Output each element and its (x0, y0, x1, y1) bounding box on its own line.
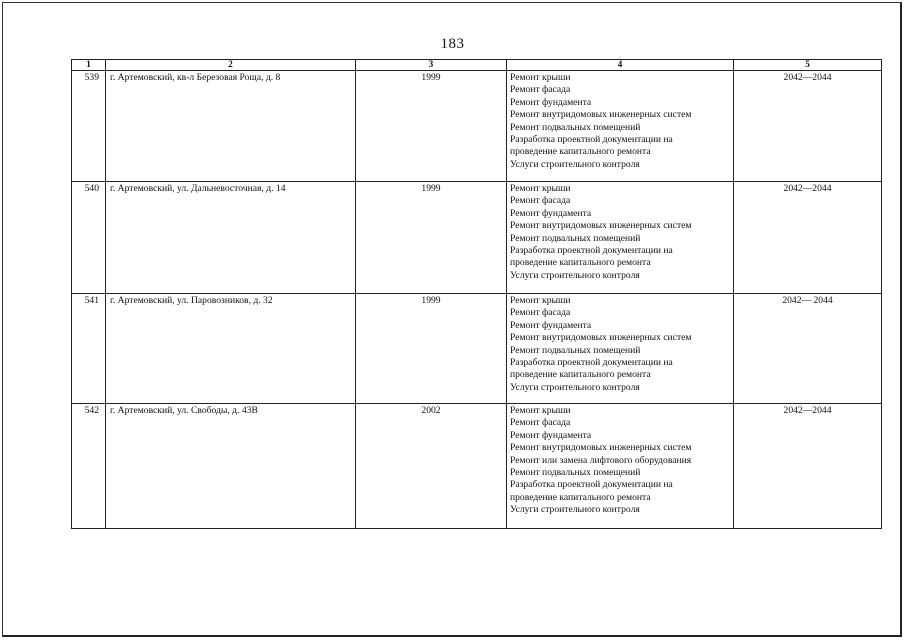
work-item: Ремонт подвальных помещений (510, 121, 641, 133)
work-item: Ремонт крыши (510, 183, 571, 194)
repair-period: 2042—2044 (734, 404, 882, 529)
work-item: Ремонт внутридомовых инженерных систем (510, 332, 692, 344)
row-number: 542 (72, 404, 106, 529)
commission-year: 1999 (356, 294, 507, 404)
repair-period: 2042—2044 (734, 182, 882, 294)
header-col-4: 4 (507, 60, 734, 71)
building-address: г. Артемовский, кв-л Березовая Роща, д. 8 (106, 71, 356, 182)
work-item: Ремонт крыши (510, 405, 571, 416)
page-number: 183 (440, 36, 465, 52)
table-row (72, 404, 882, 529)
header-row (72, 60, 882, 71)
works-list (507, 182, 734, 294)
table-body (72, 71, 882, 529)
commission-year: 1999 (356, 71, 507, 182)
header-col-1: 1 (72, 60, 106, 71)
building-address: г. Артемовский, ул. Паровозников, д. 32 (106, 294, 356, 404)
work-item: Ремонт фундамента (510, 319, 592, 331)
table-header (72, 60, 882, 71)
work-item: Ремонт внутридомовых инженерных систем (510, 220, 692, 232)
work-item: Разработка проектной документации на (510, 357, 673, 369)
row-number: 540 (72, 182, 106, 294)
work-item: Услуги строительного контроля (510, 158, 640, 170)
row-number: 539 (72, 71, 106, 182)
table-row (72, 294, 882, 404)
work-item: Ремонт фасада (510, 307, 571, 319)
work-item: Разработка проектной документации на (510, 134, 673, 146)
table-row (72, 71, 882, 182)
work-item: Ремонт или замена лифтового оборудования (510, 454, 692, 466)
work-item: Ремонт фасада (510, 195, 571, 207)
works-list (507, 294, 734, 404)
repair-schedule-table (71, 59, 882, 529)
table-row (72, 182, 882, 294)
work-item: Ремонт крыши (510, 295, 571, 306)
work-item: Разработка проектной документации на (510, 245, 673, 257)
commission-year: 2002 (356, 404, 507, 529)
work-item: проведение капитального ремонта (510, 369, 651, 381)
work-item: проведение капитального ремонта (510, 491, 651, 503)
work-item: Ремонт фундамента (510, 96, 592, 108)
repair-period: 2042—2044 (734, 71, 882, 182)
work-item: Ремонт подвальных помещений (510, 467, 641, 479)
work-item: Ремонт внутридомовых инженерных систем (510, 442, 692, 454)
work-item: проведение капитального ремонта (510, 146, 651, 158)
works-list (507, 404, 734, 529)
work-item: Услуги строительного контроля (510, 269, 640, 281)
work-item: Ремонт фасада (510, 84, 571, 96)
work-item: Ремонт фасада (510, 417, 571, 429)
header-col-2: 2 (106, 60, 356, 71)
work-item: Ремонт подвальных помещений (510, 232, 641, 244)
header-col-5: 5 (734, 60, 882, 71)
building-address: г. Артемовский, ул. Дальневосточная, д. 14 (106, 182, 356, 294)
work-item: проведение капитального ремонта (510, 257, 651, 269)
row-number: 541 (72, 294, 106, 404)
building-address: г. Артемовский, ул. Свободы, д. 43В (106, 404, 356, 529)
work-item: Разработка проектной документации на (510, 479, 673, 491)
work-item: Ремонт внутридомовых инженерных систем (510, 109, 692, 121)
work-item: Ремонт фундамента (510, 429, 592, 441)
work-item: Ремонт крыши (510, 72, 571, 83)
work-item: Услуги строительного контроля (510, 504, 640, 516)
repair-period: 2042— 2044 (734, 294, 882, 404)
header-col-3: 3 (356, 60, 507, 71)
works-list (507, 71, 734, 182)
work-item: Услуги строительного контроля (510, 381, 640, 393)
work-item: Ремонт фундамента (510, 207, 592, 219)
commission-year: 1999 (356, 182, 507, 294)
work-item: Ремонт подвальных помещений (510, 344, 641, 356)
